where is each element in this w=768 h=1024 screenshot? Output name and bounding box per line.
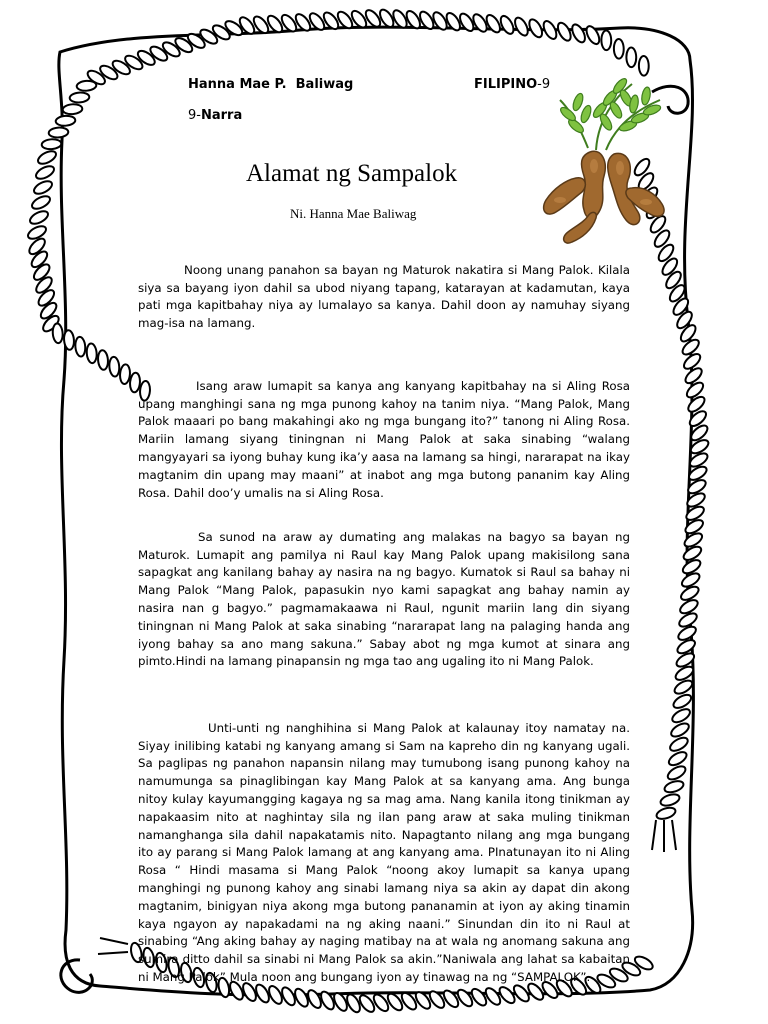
tamarind-plant-icon [536,70,696,255]
rope-strand [36,149,58,167]
rope-strand [541,19,559,41]
rope-strand [670,707,692,725]
rope-strand [55,115,75,126]
rope-strand [30,194,52,212]
rope-strand [672,678,694,696]
story-paragraph-3: Sa sunod na araw ay dumating ang malakas na bagyo sa bayan ng Maturok. Lumapit ang pamilya ni Raul kay Mang Palok upang makisilong sana sapagkat ang kanilang bahay ay nasira na ng bagyo. Kumatok si Raul sa bahay ni Mang Palok “Mang Palok, papasukin nyo kami sapagkat ang bahay namin ay nasira nan g bagyo.” pagmamakaawa ni Raul, ngunit mariin lang din siyang tiningnan ni Mang Palok at saka sinabing “nararapat lang na palaging handa ang iyong bahay sa ano mang sakuna.” Sabay abot ng mga kumot at sinara ang pimto.Hindi na lamang pinapansin ng mga tao ang ugaling ito ni Mang Palok. [138,529,630,669]
story-author: Ni. Hanna Mae Baliwag [290,206,417,221]
rope-strand [48,127,68,138]
rope-strand [668,735,690,753]
section-grade: 9- [188,108,201,123]
rope-strand [555,21,573,43]
story-title: Alamat ng Sampalok [246,160,458,187]
rope-strand [109,357,120,377]
rope-strand [626,47,636,67]
rope-strand [498,14,516,36]
rope-strand [601,30,611,50]
rope-strand [86,343,97,363]
subject-name: FILIPINO [474,77,538,92]
rope-strand [75,337,86,357]
rope-strand [52,323,63,343]
story-paragraph-2: Isang araw lumapit sa kanya ang kanyang kapitbahay na si Aling Rosa upang manghingi sana ng mga punong kahoy na tanim niya. “Mang Palok, Mang Palok maaari po bang makahingi ako ng mga bungang ito?” tanong ni Aling Rosa. Mariin lamang siyang tiningnan ni Mang Palok at saka sinabing “walang mangyayari sa iyong buhay kung ika’y aasa na lamang sa hingi, nararapat na ikay magtanim din upang may maani” at inabot ang mga butong pananim kay Aling Rosa. Dahil doo’y umalis na si Aling Rosa. [138,378,630,500]
rope-strand [614,39,624,59]
section-label [188,108,242,123]
rope-strand [63,330,74,350]
rope-strand [527,17,545,39]
rope-strand [663,779,685,794]
rope-strand [41,139,61,150]
rope-strand [659,792,681,807]
rope-strand [69,92,89,103]
subject-grade: -9 [537,77,551,92]
rope-strand [62,104,82,115]
rope-strand [669,721,691,739]
rope-strand [484,13,503,35]
rope-strand [679,584,701,603]
rope-strand [681,544,703,563]
rope-strand [32,179,54,197]
rope-strand [570,22,588,44]
rope-strand [28,209,50,227]
rope-strand [97,350,108,370]
rope-strand [34,164,56,182]
rope-strand [667,749,689,767]
rope-strand [512,16,530,38]
rope-strand [676,624,698,643]
rope-strand [655,806,677,821]
section-name: Narra [200,108,243,123]
rope-strand [119,364,130,384]
student-name: Hanna Mae P. Baliwag [188,77,354,92]
story-paragraph-4: Unti-unti ng nanghihina si Mang Palok at kalaunay itoy namatay na. Siyay inilibing katabi ng kanyang amang si Sam na kapreho din ng kanyang ugali. Sa paglipas ng panahon napansin nilang may tumubong isang punong kahoy na namumunga sa pinaglibingan kay Mang Palok at sa kanyang ama. Ang bunga nitoy kulay kayumangging kagaya ng sa mag ama. Nang kanila itong tinikman ay napakaasim nito at naghintay sila ng ilan pang araw at saka muling tinikman namanghanga sila dahil napakatamis nito. Napagtanto nilang ang mga bungang ito ay parang si Mang Palok lamang at ang kanyang ama. PInatunayan ito ni Aling Rosa “ Hindi masama si Mang Palok “noong akoy lumapit sa kanya upang manghingi ng punong kahoy ang sinabi lamang niya sa akin ay dapat din akong magtanim, binigyan niya akong mga butong pananamin at iyon ay aking tinamin kaya ngayon ay napakadami na ng aking naani.” Sinundan din ito ni Raul at sinabing “Ang aking bahay ay naging matibay na at wala ng anomang sakuna ang sumira ditto dahil sa sinabi ni Mang Palok sa akin.”Naniwala ang lahat sa kabaitan ni Mang Palok” Mula noon ang bungang iyon ay tinawag na ng “SAMPALOK”. [138,720,630,984]
rope-strand [76,80,96,91]
rope-strand [671,692,693,710]
rope-strand [666,764,688,782]
story-paragraph-1: Noong unang panahon sa bayan ng Maturok nakatira si Mang Palok. Kilala siya sa bayang iyon dahil sa ubod niyang tapang, katarayan at kadamutan, kaya pati mga kapitbahay niya ay lumalayo sa kanya. Dahil doon ay namuhay siyang mag-isa na lamang. [138,262,630,331]
